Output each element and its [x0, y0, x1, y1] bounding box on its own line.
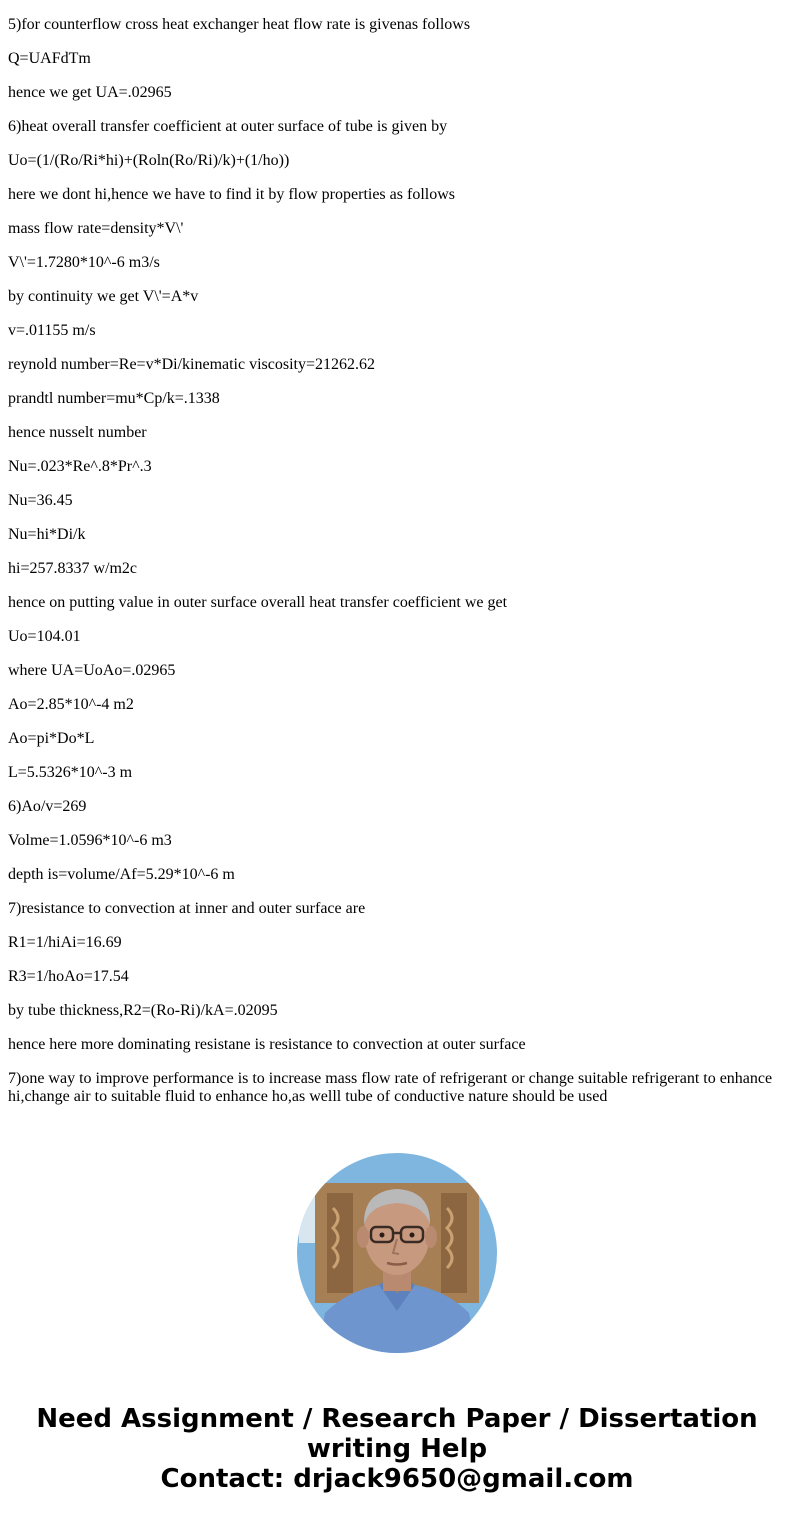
text-line: Nu=36.45 [8, 492, 73, 509]
text-line: reynold number=Re=v*Di/kinematic viscosity=21262.62 [8, 356, 376, 373]
contact-banner [0, 1404, 794, 1494]
text-line: 6)heat overall transfer coefficient at outer surface of tube is given by [8, 118, 448, 135]
text-line: v=.01155 m/s [8, 322, 96, 339]
text-line: hence we get UA=.02965 [8, 84, 172, 101]
text-line: hence on putting value in outer surface overall heat transfer coefficient we get [8, 594, 508, 611]
text-line: Nu=.023*Re^.8*Pr^.3 [8, 458, 152, 475]
text-line: mass flow rate=density*V\' [8, 220, 184, 237]
text-line: Nu=hi*Di/k [8, 526, 86, 543]
text-line: Q=UAFdTm [8, 50, 91, 67]
text-line: Uo=(1/(Ro/Ri*hi)+(Roln(Ro/Ri)/k)+(1/ho)) [8, 152, 290, 169]
text-line: 7)one way to improve performance is to increase mass flow rate of refrigerant or change suitable refrigerant to enhance hi,change air to suitable fluid to enhance ho,as welll tube of conductive nature should be used [8, 1070, 773, 1105]
text-line: Ao=2.85*10^-4 m2 [8, 696, 134, 713]
avatar [297, 1153, 497, 1353]
text-line: by continuity we get V\'=A*v [8, 288, 199, 305]
text-line: 6)Ao/v=269 [8, 798, 87, 815]
text-line: here we dont hi,hence we have to find it by flow properties as follows [8, 186, 455, 203]
text-line: prandtl number=mu*Cp/k=.1338 [8, 390, 220, 407]
contact-email: Contact: drjack9650@gmail.com [160, 1464, 634, 1494]
text-line: R1=1/hiAi=16.69 [8, 934, 122, 951]
text-line: Ao=pi*Do*L [8, 730, 95, 747]
text-line: Volme=1.0596*10^-6 m3 [8, 832, 172, 849]
text-line: Uo=104.01 [8, 628, 81, 645]
text-line: by tube thickness,R2=(Ro-Ri)/kA=.02095 [8, 1002, 278, 1019]
text-line: 7)resistance to convection at inner and outer surface are [8, 900, 366, 917]
text-line: V\'=1.7280*10^-6 m3/s [8, 254, 160, 271]
text-line: depth is=volume/Af=5.29*10^-6 m [8, 866, 235, 883]
text-line: R3=1/hoAo=17.54 [8, 968, 129, 985]
banner-headline: Need Assignment / Research Paper / Dissertation writing Help [36, 1404, 758, 1464]
text-line: 5)for counterflow cross heat exchanger heat flow rate is givenas follows [8, 16, 471, 33]
text-line: where UA=UoAo=.02965 [8, 662, 176, 679]
answer-body [8, 16, 786, 1122]
person-photo-icon [297, 1153, 497, 1353]
text-line: hi=257.8337 w/m2c [8, 560, 138, 577]
text-line: L=5.5326*10^-3 m [8, 764, 133, 781]
text-line: hence here more dominating resistane is resistance to convection at outer surface [8, 1036, 526, 1053]
text-line: hence nusselt number [8, 424, 147, 441]
